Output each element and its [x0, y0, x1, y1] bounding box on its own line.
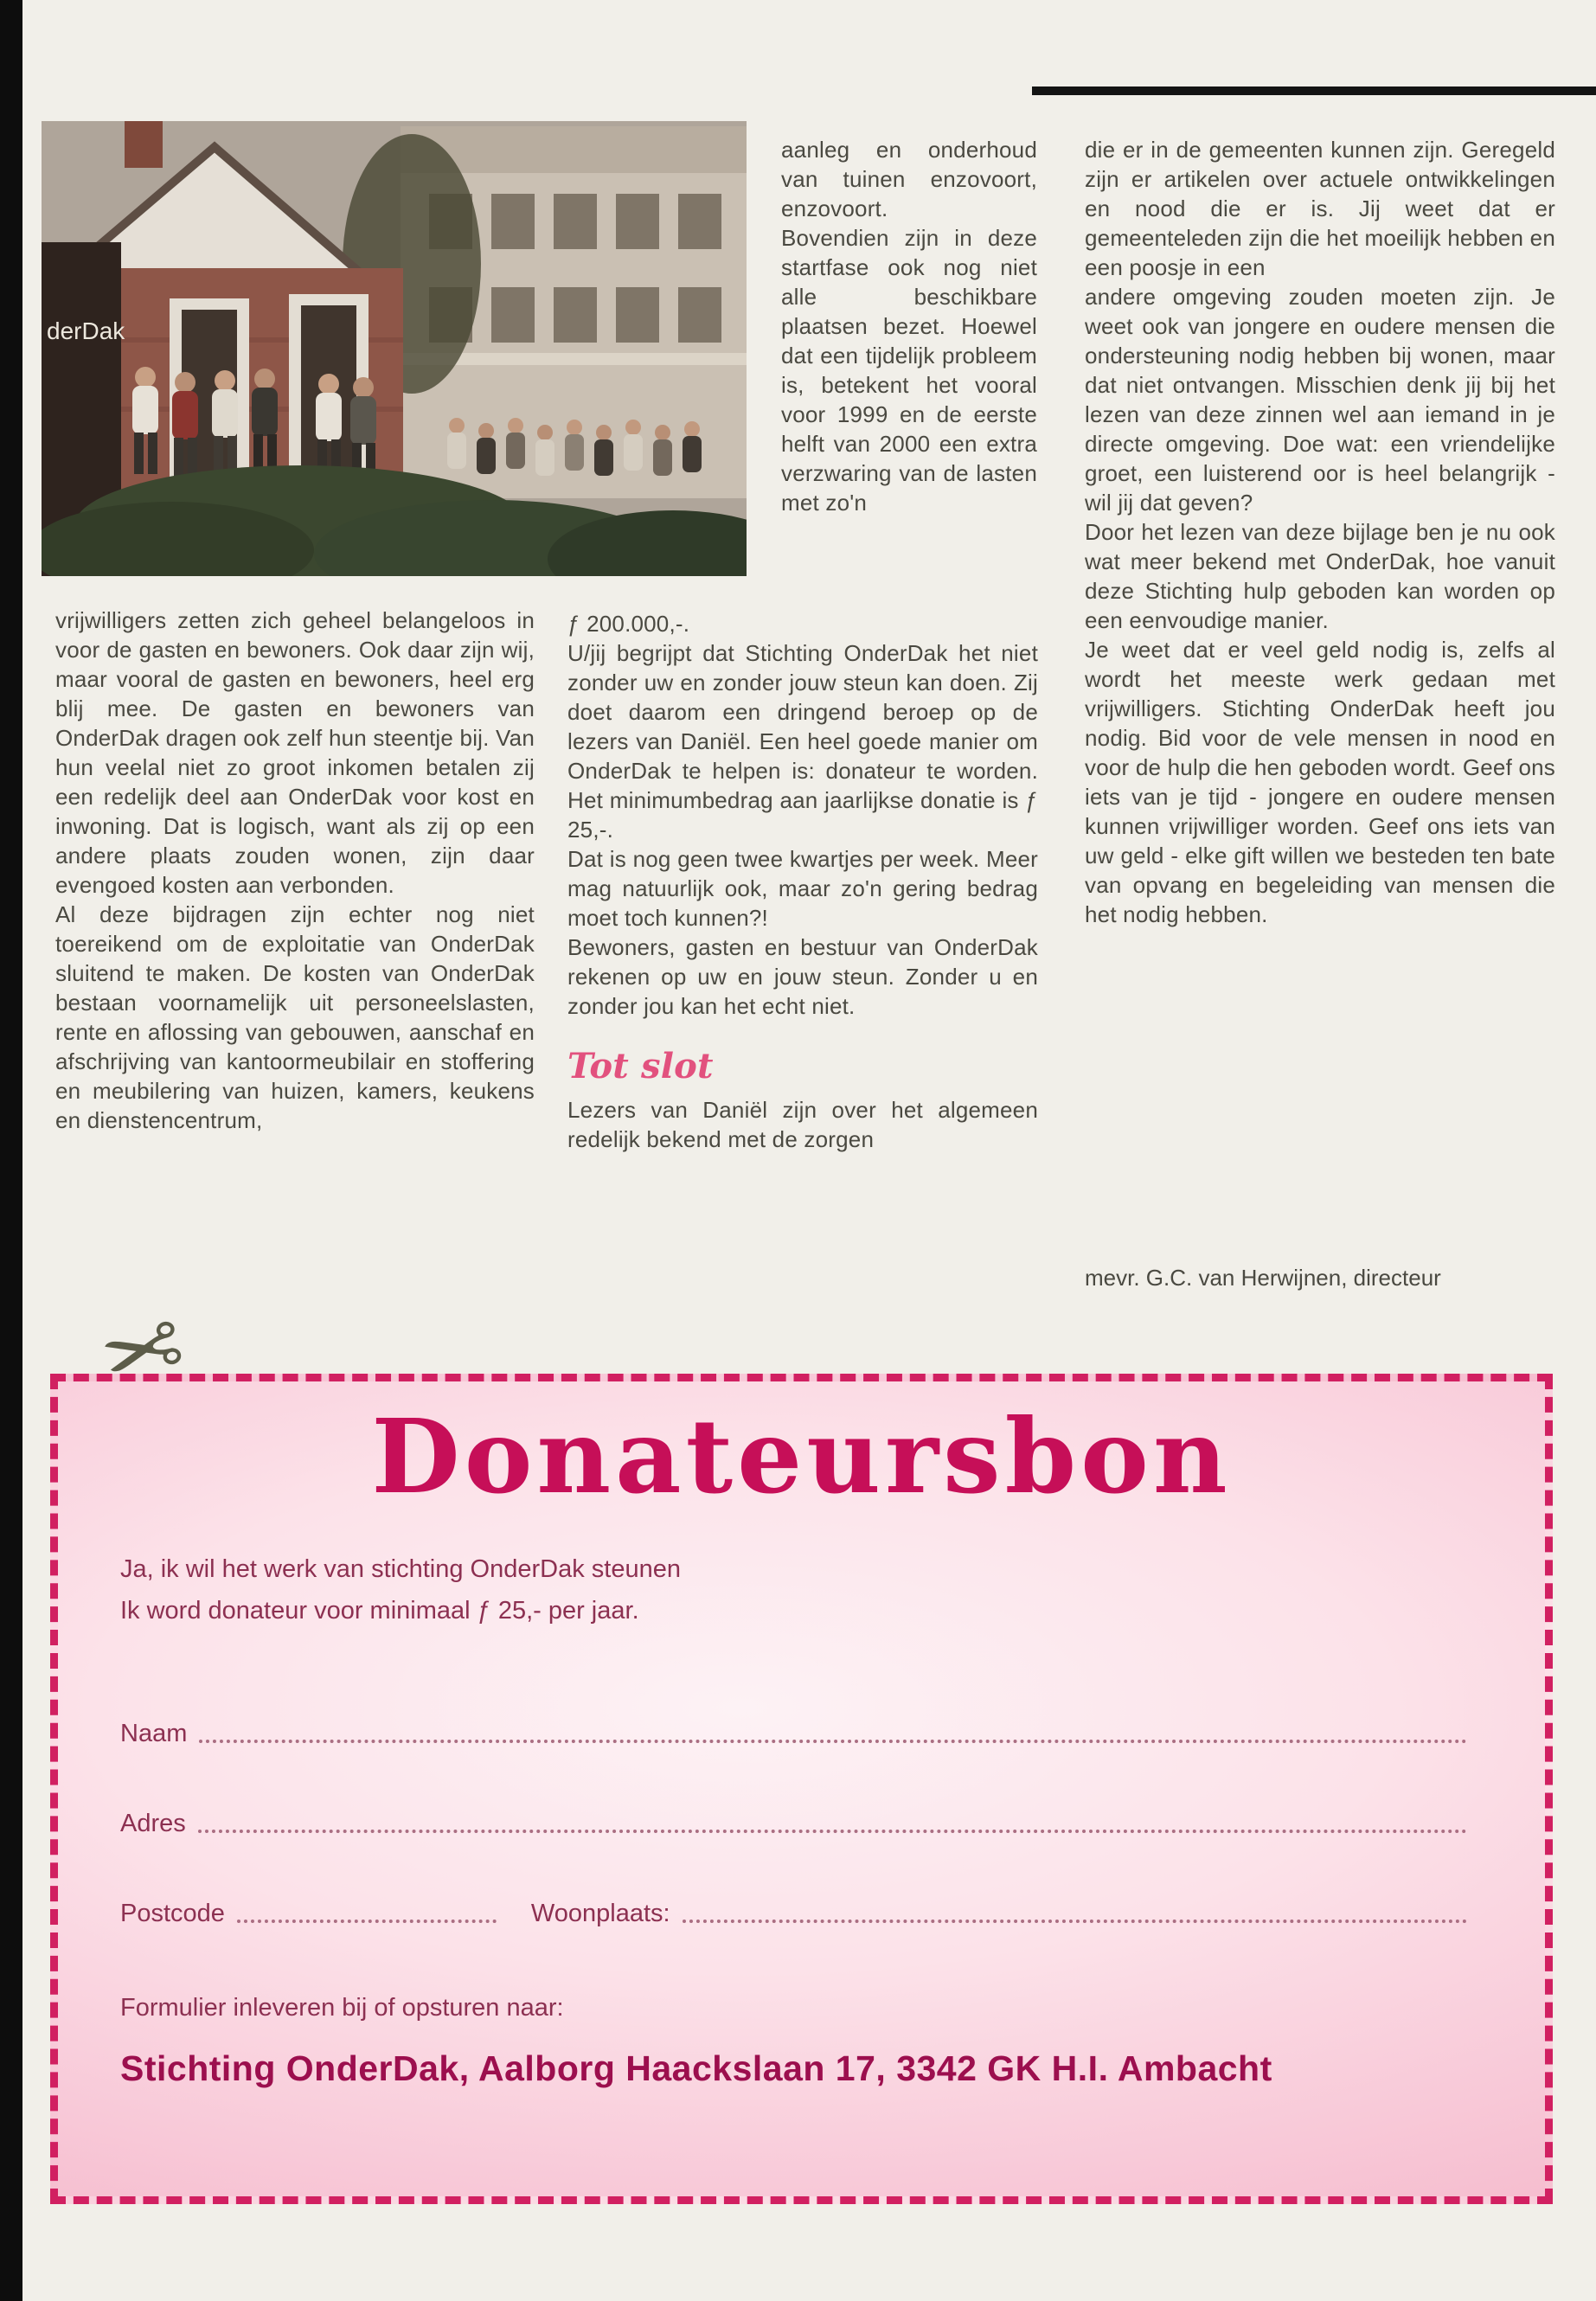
photo-sign-text: derDak [47, 317, 125, 344]
top-right-rule [1032, 87, 1596, 95]
section-heading-tot-slot: Tot slot [567, 1046, 714, 1086]
scissors-icon: ✂ [90, 1289, 195, 1414]
city-field-label: Woonplaats: [530, 1900, 670, 1927]
send-instruction: Formulier inleveren bij of opsturen naar: [120, 1994, 564, 2022]
coupon-body [58, 1551, 1545, 2089]
postcode-city-field-row [120, 1897, 1469, 1930]
organization-address: Stichting OnderDak, Aalborg Haackslaan 17, 3342 GK H.I. Ambacht [120, 2048, 1272, 2088]
paragraph: die er in de gemeenten kunnen zijn. Geregeld zijn er artikelen over actuele ontwikkelingen en nood die er is. Jij weet dat er gemeenteleden zijn die het moeilijk hebben en een poosje in een [1085, 137, 1555, 280]
paragraph: Bovendien zijn in deze startfase ook nog niet alle beschikbare plaatsen bezet. Hoewel dat een tijdelijk probleem is, betekent het vooral voor 1999 en de eerste helft van 2000 een extra verzwaring van de lasten met zo'n [781, 225, 1037, 516]
article-column-middle-top [781, 135, 1037, 517]
paragraph: Door het lezen van deze bijlage ben je nu ook wat meer bekend met OnderDak, hoe vanuit deze Stichting hulp geboden kan worden op een eenvoudige manier. [1085, 519, 1555, 633]
postcode-field-label: Postcode [120, 1900, 225, 1927]
building-photo [42, 121, 747, 576]
coupon-title: Donateursbon [371, 1396, 1232, 1516]
address-dotted-line [198, 1830, 1467, 1833]
paragraph: Bewoners, gasten en bestuur van OnderDak rekenen op uw en jouw steun. Zonder u en zonder jou kan het echt niet. [567, 934, 1038, 1019]
paragraph: Je weet dat er veel geld nodig is, zelfs al wordt het meeste werk gedaan met vrijwilligers. Stichting OnderDak heeft jou nodig. Bid voor de vele mensen in nood en voor de hulp die hen geboden wordt. Geef ons iets van je tijd - jongere en oudere mensen kunnen vrijwilliger worden. Geef ons iets van uw geld - elke gift willen we besteden ten bate van opvang en begeleiding van mensen die het nodig hebben. [1085, 637, 1555, 927]
paragraph: Al deze bijdragen zijn echter nog niet toereikend om de exploitatie van OnderDak sluitend te maken. De kosten van OnderDak bestaan voornamelijk uit personeelslasten, rente en aflossing van gebouwen, aanschaf en afschrijving van kantoormeubilair en stoffering en meubilering van huizen, kamers, keukens en dienstencentrum, [55, 901, 535, 1133]
paragraph: Lezers van Daniël zijn over het algemeen redelijk bekend met de zorgen [567, 1097, 1038, 1152]
name-dotted-line [199, 1740, 1467, 1743]
article-column-right [1085, 135, 1555, 929]
paragraph: vrijwilligers zetten zich geheel belangeloos in voor de gasten en bewoners. Ook daar zijn wij, maar vooral de gasten en bewoners, heel erg blij mee. De gasten en bewoners van OnderDak dragen ook zelf hun steentje bij. Van hun veelal niet zo groot inkomen betalen zij een redelijk deel aan OnderDak voor kost en inwoning. Dat is logisch, want als zij op een andere plaats zouden wonen, zijn daar evengoed kosten aan verbonden. [55, 607, 535, 898]
amount-line: ƒ 200.000,-. [567, 611, 690, 637]
paragraph: aanleg en onderhoud van tuinen enzovoort, enzovoort. [781, 137, 1037, 221]
postcode-dotted-line [237, 1920, 497, 1923]
name-field-row [120, 1717, 1469, 1750]
address-field-label: Adres [120, 1810, 186, 1837]
article-column-left [55, 606, 535, 1135]
paragraph: Dat is nog geen twee kwartjes per week. Meer mag natuurlijk ook, maar zo'n gering bedrag moet toch kunnen?! [567, 846, 1038, 931]
donation-coupon [50, 1374, 1553, 2204]
article-column-middle [567, 609, 1038, 1154]
coupon-intro-line1: Ja, ik wil het werk van stichting OnderDak steunen [120, 1555, 681, 1583]
photo-illustration [42, 121, 747, 576]
address-field-row [120, 1807, 1469, 1840]
author-signature: mevr. G.C. van Herwijnen, directeur [1085, 1265, 1441, 1291]
coupon-intro-line2: Ik word donateur voor minimaal ƒ 25,- per jaar. [120, 1597, 639, 1625]
city-dotted-line [683, 1920, 1467, 1923]
name-field-label: Naam [120, 1720, 188, 1747]
left-edge-bar [0, 0, 22, 2301]
paragraph: andere omgeving zouden moeten zijn. Je weet ook van jongere en oudere mensen die ondersteuning nodig hebben bij wonen, maar dat niet ontvangen. Misschien denk jij bij het lezen van deze zinnen wel aan iemand in je directe omgeving. Doe wat: een vriendelijke groet, een luisterend oor is heel belangrijk - wil jij dat geven? [1085, 284, 1555, 516]
paragraph: U/jij begrijpt dat Stichting OnderDak het niet zonder uw en zonder jouw steun kan doen. Zij doet daarom een dringend beroep op de lezers van Daniël. Een heel goede manier om OnderDak te helpen is: donateur te worden. Het minimumbedrag aan jaarlijkse donatie is ƒ 25,-. [567, 640, 1038, 843]
